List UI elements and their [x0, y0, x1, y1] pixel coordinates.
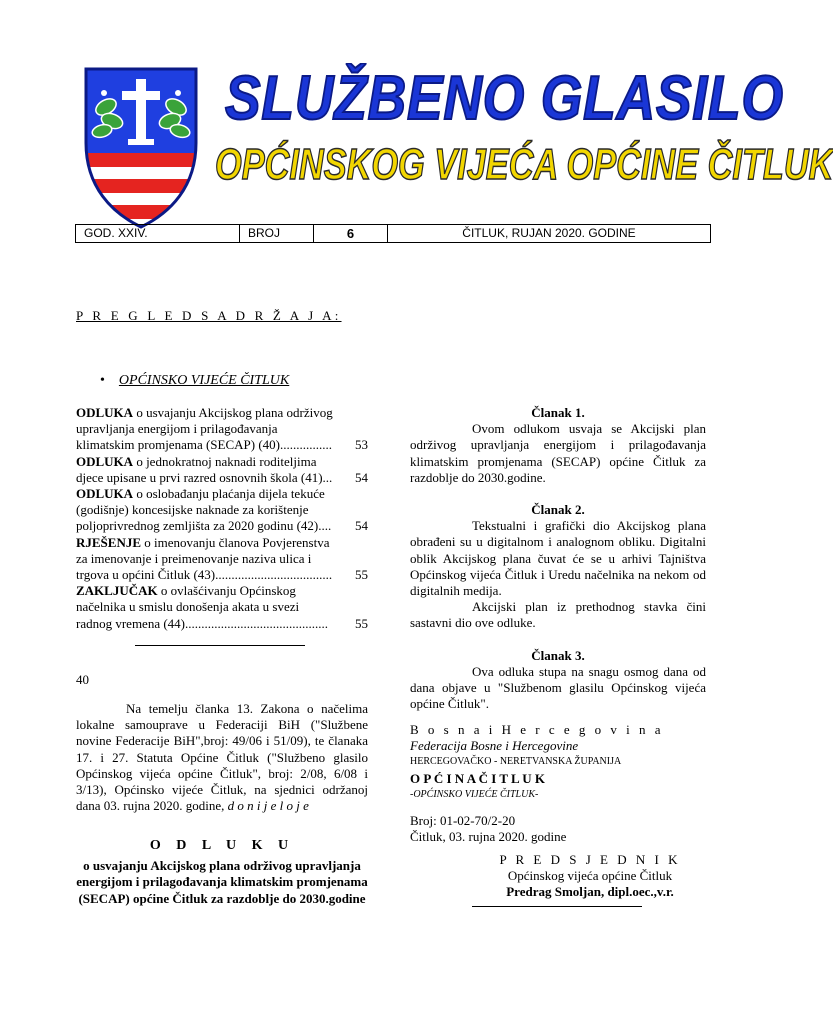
signature-date: Čitluk, 03. rujna 2020. godine: [410, 829, 567, 845]
president-block: [490, 852, 690, 901]
president-title: P R E D S J E D N I K: [499, 852, 681, 867]
section-title: OPĆINSKO VIJEĆE ČITLUK: [118, 373, 290, 388]
reference-number: Broj: 01-02-70/2-20: [410, 813, 516, 829]
toc-text: o oslobađanju plaćanja dijela tekuće: [136, 486, 325, 502]
federation: Federacija Bosne i Hercegovine: [410, 738, 579, 754]
toc-text: o usvajanju Akcijskog plana održivog: [136, 405, 333, 420]
canton: HERCEGOVAČKO - NERETVANSKA ŽUPANIJA: [410, 756, 622, 768]
preamble-verb: d o n i j e l o j e: [227, 798, 309, 814]
toc-type: ODLUKA: [76, 486, 134, 502]
articles: [410, 405, 706, 712]
toc-page: 54: [355, 469, 368, 485]
toc-text: načelnika u smislu donošenja akata u svezi: [76, 599, 300, 615]
issue-bar: [75, 224, 711, 243]
article-heading: Članak 3.: [531, 647, 585, 663]
toc-text: o ovlašćivanju Općinskog: [160, 583, 296, 599]
coat-of-arms-icon: [80, 65, 202, 230]
toc-entry[interactable]: [76, 583, 368, 632]
toc-page: 54: [355, 518, 368, 534]
toc-page: 55: [355, 615, 368, 631]
toc-text: upravljanja energijom i prilagođavanja: [76, 421, 278, 437]
municipality: O P Ć I N A Č I T L U K: [410, 770, 545, 786]
issue-number: 6: [314, 225, 388, 242]
article-paragraph: [410, 599, 706, 631]
toc-text: poljoprivrednog zemljišta za 2020 godinu (42)....: [76, 518, 332, 534]
toc-text: o imenovanju članova Povjerenstva: [144, 534, 330, 550]
section-heading: [100, 373, 289, 389]
article-text: Akcijski plan iz prethodnog stavka čini sastavni dio ove odluke.: [410, 599, 706, 631]
signature-line: [472, 906, 642, 907]
toc-text: radnog vremena (44)............................................: [76, 615, 329, 631]
country: B o s n a i H e r c e g o v i n a: [410, 722, 664, 737]
bullet-icon: •: [100, 373, 105, 388]
article-heading: Članak 1.: [531, 405, 585, 420]
toc-entry[interactable]: [76, 405, 368, 454]
toc-text: trgova u općini Čitluk (43)....................................: [76, 567, 333, 583]
preamble-text: Na temelju članka 13. Zakona o načelima lokalne samouprave u Federaciji BiH ("Službene novine Federacije BiH",broj: 49/06 i 51/09), te članaka 17. i 27. Statuta Općine Čitluk ("Službeno glasilo Općinskog vijeća općine Čitluk", broj: 2/08, 6/08 i 3/13), Općinsko vijeće Čitluk, na sjednici održanoj dana 03. rujna 2020. godine,: [76, 701, 368, 814]
issue-place-date: ČITLUK, RUJAN 2020. GODINE: [462, 226, 636, 240]
preamble: [76, 701, 368, 814]
article-paragraph: [410, 664, 706, 713]
article-paragraph: [410, 421, 706, 486]
toc-text: djece upisane u prvi razred osnovnih škola (41)...: [76, 469, 333, 485]
article-text: Tekstualni i grafički dio Akcijskog plana obrađeni su u digitalnom i analognom obliku. Digitalni oblik Akcijskog plana čuvat će se u arhivi Tajništva Općinskog vijeća Čitluk i Uredu načelnika na nekom od digitalnih medija.: [410, 518, 706, 599]
toc-entry[interactable]: [76, 454, 368, 486]
decision-word: O D L U K U: [149, 838, 295, 853]
toc-type: ODLUKA: [76, 405, 134, 420]
masthead-title: SLUŽBENO GLASILO: [225, 64, 784, 133]
issue-year: GOD. XXIV.: [76, 225, 240, 242]
toc-text: (godišnje) koncesijske naknade za korištenje: [76, 502, 309, 518]
toc-type: RJEŠENJE: [76, 534, 142, 550]
article-text: Ova odluka stupa na snagu osmog dana od dana objave u "Službenom glasilu Općinskog vijeća općine Čitluk".: [410, 663, 706, 712]
toc-text: za imenovanje i preimenovanje naziva ulica i: [76, 550, 312, 566]
toc-page: 55: [355, 567, 368, 583]
signature-block: [410, 722, 706, 845]
toc-type: ODLUKA: [76, 453, 134, 469]
contents-heading: P R E G L E D S A D R Ž A J A:: [76, 308, 342, 323]
article-paragraph: [410, 518, 706, 599]
council: -OPĆINSKO VIJEĆE ČITLUK-: [410, 788, 539, 800]
table-of-contents: [76, 405, 368, 632]
toc-page: 53: [355, 437, 368, 453]
toc-entry[interactable]: [76, 486, 368, 535]
toc-text: klimatskim promjenama (SECAP) (40)................: [76, 437, 333, 453]
masthead-subtitle: OPĆINSKOG VIJEĆA OPĆINE ČITLUK: [215, 140, 833, 189]
divider: [135, 645, 305, 646]
article-text: Ovom odlukom usvaja se Akcijski plan održivog upravljanja energijom i prilagođavanja klimatskim promjenama (SECAP) općine Čitluk za razdoblje do 2030.godine.: [410, 421, 706, 485]
article-heading: Članak 2.: [531, 502, 585, 518]
decision-subtitle: o usvajanju Akcijskog plana održivog upravljanja energijom i prilagođavanja klimatskim promjenama (SECAP) općine Čitluk za razdoblje do 2030.godine: [76, 858, 368, 906]
toc-entry[interactable]: [76, 535, 368, 584]
decision-title: [76, 838, 368, 907]
act-number: 40: [76, 672, 89, 687]
toc-type: ZAKLJUČAK: [76, 583, 158, 599]
toc-text: o jednokratnoj naknadi roditeljima: [136, 453, 317, 469]
issue-number-label: BROJ: [240, 225, 314, 242]
president-name: Predrag Smoljan, dipl.oec.,v.r.: [506, 884, 674, 900]
president-body: Općinskog vijeća općine Čitluk: [507, 868, 673, 884]
